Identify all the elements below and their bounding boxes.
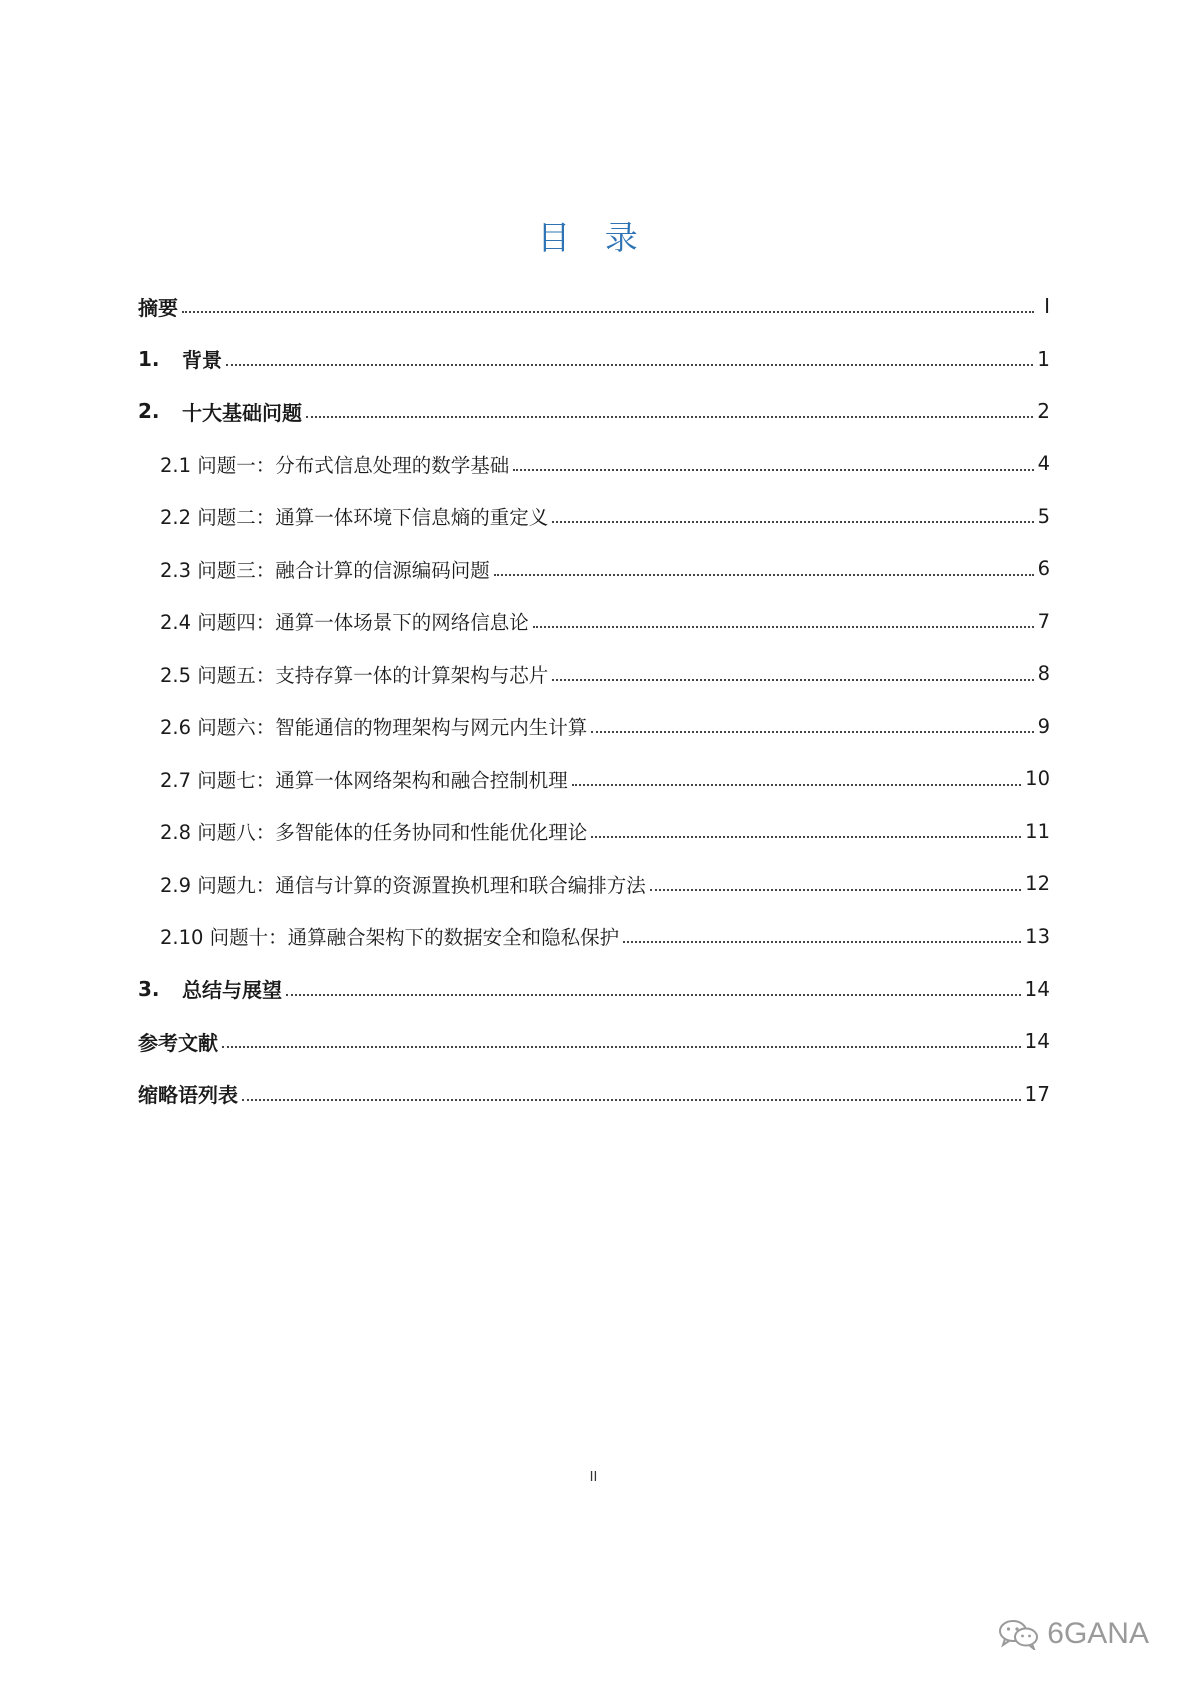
toc-leader-dots <box>182 311 1034 313</box>
toc-entry[interactable] <box>138 595 1050 648</box>
toc-leader-dots <box>222 1046 1021 1048</box>
toc-entry-page: 1 <box>1037 346 1050 371</box>
toc-entry-page: 13 <box>1025 924 1050 948</box>
toc-entry-page: 14 <box>1024 976 1050 1001</box>
toc-entry-label: 背景 <box>182 348 222 373</box>
toc-leader-dots <box>242 1099 1021 1101</box>
toc-entry-page: 7 <box>1037 609 1050 633</box>
toc-entry[interactable] <box>138 910 1050 963</box>
table-of-contents <box>138 280 1050 1120</box>
toc-leader-dots <box>591 731 1033 733</box>
toc-entry[interactable] <box>138 385 1050 438</box>
toc-leader-dots <box>591 836 1021 838</box>
toc-entry[interactable] <box>138 333 1050 386</box>
toc-entry[interactable] <box>138 1015 1050 1068</box>
toc-leader-dots <box>552 679 1033 681</box>
toc-entry[interactable] <box>138 438 1050 491</box>
toc-entry[interactable] <box>138 543 1050 596</box>
toc-entry[interactable] <box>138 753 1050 806</box>
toc-entry-label: 2.8 问题八：多智能体的任务协同和性能优化理论 <box>160 821 588 845</box>
watermark <box>997 1617 1149 1651</box>
toc-leader-dots <box>552 521 1033 523</box>
toc-entry-number: 1. <box>138 346 160 371</box>
toc-entry-page: 14 <box>1024 1029 1050 1054</box>
toc-leader-dots <box>226 364 1033 366</box>
toc-entry-page: 5 <box>1037 504 1050 528</box>
toc-entry-label: 十大基础问题 <box>182 400 302 425</box>
toc-entry-label: 总结与展望 <box>182 978 282 1003</box>
watermark-text: 6GANA <box>1047 1617 1149 1650</box>
toc-entry-page: I <box>1044 294 1050 319</box>
toc-entry[interactable] <box>138 280 1050 333</box>
toc-entry-page: 4 <box>1037 452 1050 476</box>
toc-title: 目 录 <box>537 218 650 257</box>
toc-entry-page: 10 <box>1025 767 1050 791</box>
toc-entry[interactable] <box>138 858 1050 911</box>
toc-leader-dots <box>533 626 1034 628</box>
toc-entry[interactable] <box>138 1068 1050 1121</box>
toc-entry-page: 8 <box>1037 662 1050 686</box>
toc-entry-page: 12 <box>1025 872 1050 896</box>
toc-entry[interactable] <box>138 490 1050 543</box>
toc-entry-page: 9 <box>1037 714 1050 738</box>
wechat-icon <box>997 1618 1041 1650</box>
toc-leader-dots <box>306 416 1033 418</box>
toc-entry-page: 11 <box>1025 819 1050 843</box>
toc-leader-dots <box>513 469 1033 471</box>
toc-entry-label: 2.9 问题九：通信与计算的资源置换机理和联合编排方法 <box>160 873 646 897</box>
toc-leader-dots <box>286 994 1021 996</box>
page-number: II <box>589 1470 598 1485</box>
toc-entry-label: 2.1 问题一：分布式信息处理的数学基础 <box>160 453 510 477</box>
toc-entry-label: 2.7 问题七：通算一体网络架构和融合控制机理 <box>160 768 568 792</box>
toc-entry-number: 3. <box>138 976 160 1001</box>
toc-entry-page: 6 <box>1037 557 1050 581</box>
toc-entry-label: 2.2 问题二：通算一体环境下信息熵的重定义 <box>160 506 549 530</box>
toc-entry-label: 缩略语列表 <box>138 1083 238 1108</box>
toc-leader-dots <box>494 574 1034 576</box>
toc-entry-page: 2 <box>1037 399 1050 424</box>
toc-entry-label: 2.10 问题十：通算融合架构下的数据安全和隐私保护 <box>160 926 620 950</box>
toc-entry-label: 2.3 问题三：融合计算的信源编码问题 <box>160 558 490 582</box>
toc-leader-dots <box>572 784 1021 786</box>
toc-entry[interactable] <box>138 700 1050 753</box>
toc-entry-number: 2. <box>138 399 160 424</box>
toc-entry-label: 参考文献 <box>138 1030 218 1055</box>
toc-entry[interactable] <box>138 805 1050 858</box>
toc-entry[interactable] <box>138 963 1050 1016</box>
toc-leader-dots <box>650 889 1021 891</box>
toc-entry-page: 17 <box>1024 1081 1050 1106</box>
toc-entry-label: 摘要 <box>138 295 178 320</box>
toc-entry-label: 2.6 问题六：智能通信的物理架构与网元内生计算 <box>160 716 588 740</box>
toc-entry[interactable] <box>138 648 1050 701</box>
toc-entry-label: 2.5 问题五：支持存算一体的计算架构与芯片 <box>160 663 549 687</box>
toc-leader-dots <box>623 941 1021 943</box>
toc-entry-label: 2.4 问题四：通算一体场景下的网络信息论 <box>160 611 529 635</box>
